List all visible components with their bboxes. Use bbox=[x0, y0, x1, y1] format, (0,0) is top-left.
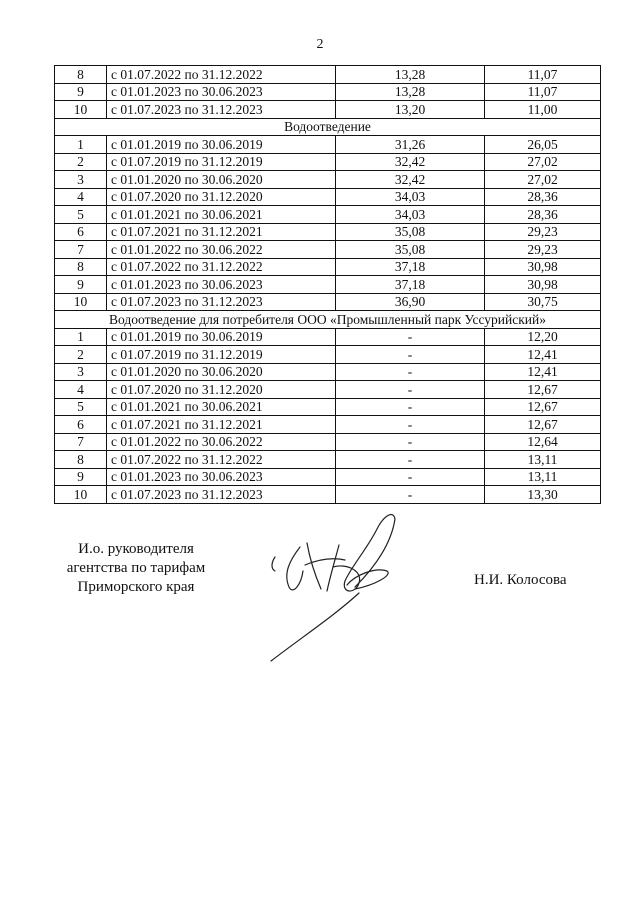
row-value-1: - bbox=[336, 486, 485, 504]
row-value-2: 30,75 bbox=[485, 293, 601, 311]
table-row bbox=[55, 136, 601, 154]
row-value-2: 30,98 bbox=[485, 258, 601, 276]
row-number: 9 bbox=[55, 276, 107, 294]
row-period: с 01.01.2020 по 30.06.2020 bbox=[107, 171, 336, 189]
row-period: с 01.07.2021 по 31.12.2021 bbox=[107, 416, 336, 434]
row-value-2: 27,02 bbox=[485, 153, 601, 171]
row-value-1: 37,18 bbox=[336, 258, 485, 276]
row-value-1: 35,08 bbox=[336, 241, 485, 259]
row-value-2: 12,41 bbox=[485, 346, 601, 364]
row-number: 1 bbox=[55, 136, 107, 154]
table-row bbox=[55, 293, 601, 311]
row-period: с 01.01.2019 по 30.06.2019 bbox=[107, 136, 336, 154]
table-row bbox=[55, 363, 601, 381]
signatory-name: Н.И. Колосова bbox=[474, 572, 567, 588]
tariff-table bbox=[54, 65, 601, 504]
row-value-1: - bbox=[336, 398, 485, 416]
row-period: с 01.01.2022 по 30.06.2022 bbox=[107, 241, 336, 259]
table-row bbox=[55, 346, 601, 364]
row-period: с 01.07.2019 по 31.12.2019 bbox=[107, 346, 336, 364]
row-number: 6 bbox=[55, 416, 107, 434]
row-value-2: 29,23 bbox=[485, 223, 601, 241]
row-value-1: 32,42 bbox=[336, 153, 485, 171]
table-row bbox=[55, 328, 601, 346]
row-value-2: 12,41 bbox=[485, 363, 601, 381]
section-wastewater-title: Водоотведение bbox=[55, 118, 601, 136]
signatory-title-line-3: Приморского края bbox=[77, 579, 195, 595]
row-value-1: 34,03 bbox=[336, 206, 485, 224]
section-park-title: Водоотведение для потребителя ООО «Промышленный парк Уссурийский» bbox=[55, 311, 601, 329]
row-value-2: 13,11 bbox=[485, 451, 601, 469]
row-period: с 01.07.2022 по 31.12.2022 bbox=[107, 451, 336, 469]
row-number: 4 bbox=[55, 381, 107, 399]
row-number: 3 bbox=[55, 171, 107, 189]
row-value-1: - bbox=[336, 328, 485, 346]
row-value-1: - bbox=[336, 433, 485, 451]
row-number: 5 bbox=[55, 398, 107, 416]
table-row bbox=[55, 83, 601, 101]
row-value-2: 30,98 bbox=[485, 276, 601, 294]
row-period: с 01.07.2023 по 31.12.2023 bbox=[107, 101, 336, 119]
row-number: 1 bbox=[55, 328, 107, 346]
row-value-1: 36,90 bbox=[336, 293, 485, 311]
row-period: с 01.01.2021 по 30.06.2021 bbox=[107, 206, 336, 224]
row-period: с 01.07.2021 по 31.12.2021 bbox=[107, 223, 336, 241]
row-number: 8 bbox=[55, 258, 107, 276]
row-value-2: 12,67 bbox=[485, 416, 601, 434]
row-value-2: 11,00 bbox=[485, 101, 601, 119]
table-row bbox=[55, 153, 601, 171]
row-value-1: 13,28 bbox=[336, 83, 485, 101]
row-value-1: - bbox=[336, 381, 485, 399]
section-wastewater bbox=[55, 118, 601, 136]
row-number: 4 bbox=[55, 188, 107, 206]
row-number: 8 bbox=[55, 66, 107, 84]
row-number: 2 bbox=[55, 153, 107, 171]
row-number: 5 bbox=[55, 206, 107, 224]
row-value-1: 35,08 bbox=[336, 223, 485, 241]
row-value-2: 11,07 bbox=[485, 83, 601, 101]
row-value-1: 13,20 bbox=[336, 101, 485, 119]
row-number: 9 bbox=[55, 468, 107, 486]
row-number: 8 bbox=[55, 451, 107, 469]
section-park bbox=[55, 311, 601, 329]
table-row bbox=[55, 66, 601, 84]
row-value-1: - bbox=[336, 363, 485, 381]
row-number: 7 bbox=[55, 241, 107, 259]
table-row bbox=[55, 206, 601, 224]
row-period: с 01.01.2023 по 30.06.2023 bbox=[107, 468, 336, 486]
row-number: 7 bbox=[55, 433, 107, 451]
row-value-1: - bbox=[336, 416, 485, 434]
row-value-2: 13,11 bbox=[485, 468, 601, 486]
row-value-1: 34,03 bbox=[336, 188, 485, 206]
row-period: с 01.07.2020 по 31.12.2020 bbox=[107, 381, 336, 399]
table-row bbox=[55, 451, 601, 469]
row-value-1: - bbox=[336, 468, 485, 486]
table-row bbox=[55, 433, 601, 451]
row-value-2: 13,30 bbox=[485, 486, 601, 504]
table-row bbox=[55, 486, 601, 504]
page-number: 2 bbox=[316, 37, 324, 52]
table-row bbox=[55, 188, 601, 206]
table-row bbox=[55, 468, 601, 486]
table-row bbox=[55, 276, 601, 294]
row-value-2: 12,64 bbox=[485, 433, 601, 451]
row-value-1: - bbox=[336, 451, 485, 469]
row-value-2: 27,02 bbox=[485, 171, 601, 189]
row-value-2: 28,36 bbox=[485, 206, 601, 224]
table-row bbox=[55, 101, 601, 119]
table-row bbox=[55, 416, 601, 434]
row-period: с 01.07.2022 по 31.12.2022 bbox=[107, 258, 336, 276]
table-row bbox=[55, 398, 601, 416]
table-row bbox=[55, 381, 601, 399]
table-row bbox=[55, 258, 601, 276]
row-number: 9 bbox=[55, 83, 107, 101]
row-number: 6 bbox=[55, 223, 107, 241]
row-number: 10 bbox=[55, 293, 107, 311]
signatory-title-line-1: И.о. руководителя bbox=[78, 541, 194, 557]
row-period: с 01.01.2020 по 30.06.2020 bbox=[107, 363, 336, 381]
row-period: с 01.01.2023 по 30.06.2023 bbox=[107, 83, 336, 101]
row-value-2: 29,23 bbox=[485, 241, 601, 259]
row-period: с 01.07.2023 по 31.12.2023 bbox=[107, 293, 336, 311]
table-row bbox=[55, 223, 601, 241]
row-value-1: 13,28 bbox=[336, 66, 485, 84]
row-number: 2 bbox=[55, 346, 107, 364]
row-period: с 01.01.2021 по 30.06.2021 bbox=[107, 398, 336, 416]
row-period: с 01.07.2019 по 31.12.2019 bbox=[107, 153, 336, 171]
row-period: с 01.01.2022 по 30.06.2022 bbox=[107, 433, 336, 451]
row-value-1: 32,42 bbox=[336, 171, 485, 189]
row-value-1: - bbox=[336, 346, 485, 364]
signatory-title-line-2: агентства по тарифам bbox=[66, 560, 206, 576]
handwritten-signature bbox=[255, 505, 405, 665]
row-value-1: 31,26 bbox=[336, 136, 485, 154]
row-number: 10 bbox=[55, 101, 107, 119]
row-period: с 01.07.2022 по 31.12.2022 bbox=[107, 66, 336, 84]
row-period: с 01.01.2019 по 30.06.2019 bbox=[107, 328, 336, 346]
row-value-2: 26,05 bbox=[485, 136, 601, 154]
row-value-1: 37,18 bbox=[336, 276, 485, 294]
signatory-title bbox=[56, 540, 216, 597]
table-row bbox=[55, 241, 601, 259]
row-value-2: 12,20 bbox=[485, 328, 601, 346]
table-row bbox=[55, 171, 601, 189]
row-value-2: 11,07 bbox=[485, 66, 601, 84]
row-value-2: 12,67 bbox=[485, 381, 601, 399]
row-period: с 01.01.2023 по 30.06.2023 bbox=[107, 276, 336, 294]
row-value-2: 28,36 bbox=[485, 188, 601, 206]
row-period: с 01.07.2023 по 31.12.2023 bbox=[107, 486, 336, 504]
row-value-2: 12,67 bbox=[485, 398, 601, 416]
row-period: с 01.07.2020 по 31.12.2020 bbox=[107, 188, 336, 206]
row-number: 3 bbox=[55, 363, 107, 381]
row-number: 10 bbox=[55, 486, 107, 504]
